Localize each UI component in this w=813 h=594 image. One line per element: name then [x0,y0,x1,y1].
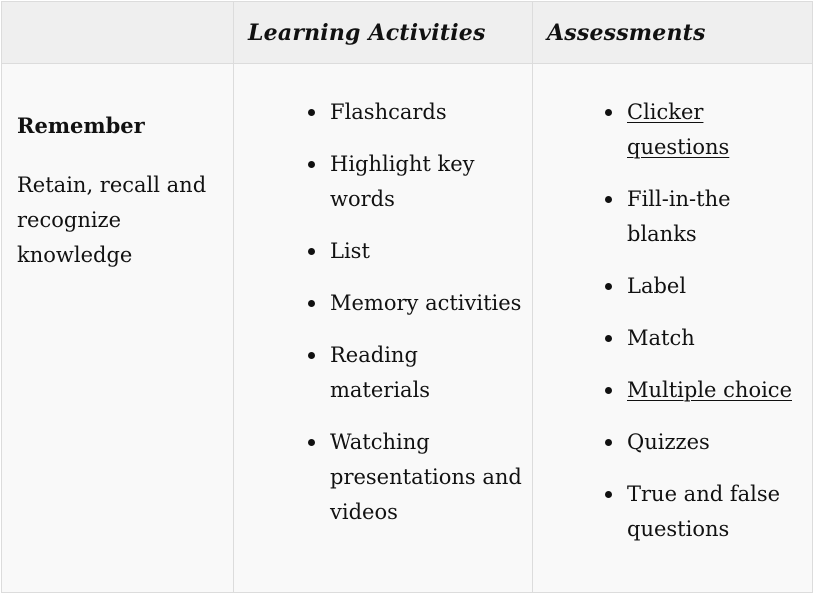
header-learning-activities: Learning Activities [234,2,533,64]
multiple-choice-link[interactable]: Multiple choice [627,378,792,402]
level-cell [2,64,234,593]
bloom-taxonomy-table [1,1,813,593]
list-item [627,373,802,408]
list-item: Label [627,269,802,304]
list-item: Watching presentations and videos [330,425,522,530]
list-item: Reading materials [330,338,522,408]
list-item: Match [627,321,802,356]
table-row [2,64,813,593]
assessments-list [533,95,802,547]
learning-activities-cell [234,64,533,593]
list-item: Memory activities [330,286,522,321]
clicker-questions-link[interactable]: Clicker questions [627,100,730,159]
list-item: True and false questions [627,477,802,547]
level-description: Retain, recall and recognize knowledge [17,173,207,267]
level-name: Remember [17,113,145,138]
list-item: Quizzes [627,425,802,460]
list-item: List [330,234,522,269]
list-item: Flashcards [330,95,522,130]
header-empty-cell [2,2,234,64]
list-item: Highlight key words [330,147,522,217]
header-row [2,2,813,64]
learning-activities-list [234,95,522,530]
assessments-cell [533,64,813,593]
list-item: Fill-in-the blanks [627,182,802,252]
list-item [627,95,802,165]
header-assessments: Assessments [533,2,813,64]
